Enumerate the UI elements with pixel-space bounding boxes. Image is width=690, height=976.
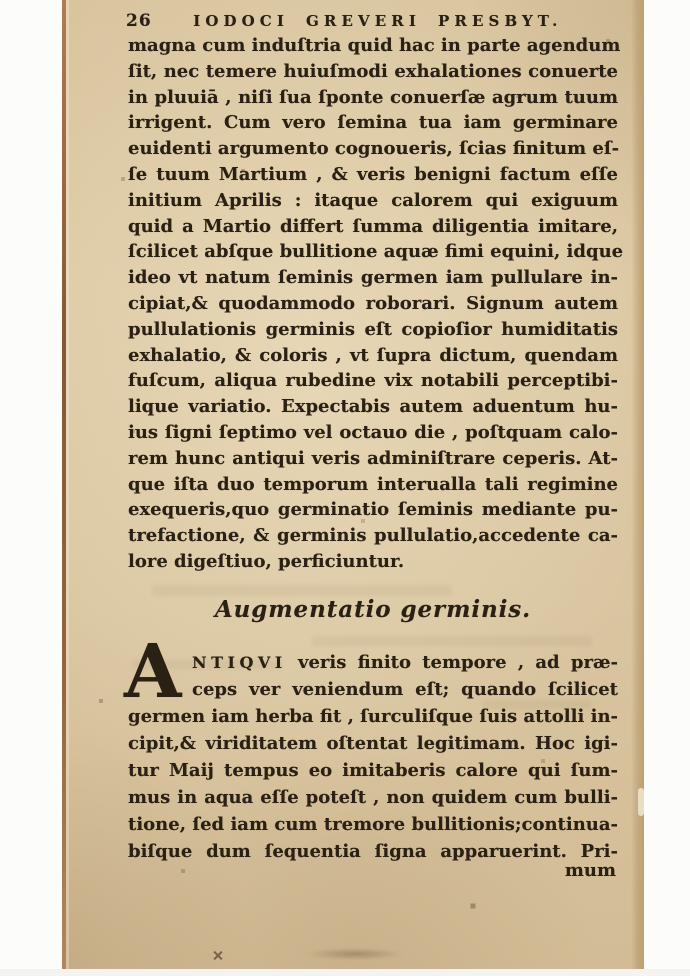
text-line — [192, 649, 618, 676]
book-page — [62, 0, 644, 969]
text-line: exhalatio, & coloris , vt ſupra dictum, quendam — [128, 344, 618, 366]
text-line: ceps ver veniendum eſt; quando ſcilicet — [192, 679, 618, 700]
text-line: germen iam herba fit , ſurculiſque ſuis attolli in- — [128, 706, 618, 727]
opening-word-caps: NTIQVI — [192, 653, 287, 672]
text-line: ſit, nec temere huiuſmodi exhalationes conuerte — [128, 60, 618, 82]
catchword: mum — [564, 860, 616, 881]
page-left-edge-highlight — [66, 0, 69, 969]
text-line: lore digeſtiuo, perficiuntur. — [128, 550, 405, 572]
text-line: pullulationis germinis eſt copioſior humiditatis — [128, 318, 618, 340]
text-line: in pluuiā , niſi ſua ſponte conuerſæ agrum tuum — [128, 86, 618, 108]
text-line: cipit,& viriditatem oſtentat legitimam. Hoc igi- — [128, 733, 618, 754]
text-line: ius ſigni ſeptimo vel octauo die , poſtquam calo- — [128, 421, 618, 443]
text-line: exequeris,quo germinatio ſeminis mediante pu- — [128, 499, 618, 521]
text-line: ideo vt natum ſeminis germen iam pullulare in- — [128, 267, 618, 289]
text-line: ſcilicet abſque bullitione aquæ fimi equini, idque — [128, 241, 624, 263]
text-line: rem hunc antiqui veris adminiſtrare ceperis. At- — [128, 447, 618, 469]
text-line: quid a Martio differt ſumma diligentia imitare, — [128, 215, 618, 237]
running-title: IODOCI GREVERI PRESBYT. — [193, 12, 563, 30]
section-heading: Augmentatio germinis. — [214, 596, 532, 623]
text-line: ſe tuum Martium , & veris benigni factum eſſe — [128, 163, 618, 185]
page-number: 26 — [126, 11, 152, 31]
text-line: trefactione, & germinis pullulatio,accedente ca- — [128, 525, 618, 547]
drop-cap-initial: A — [124, 629, 182, 715]
page-right-edge-notch — [638, 788, 644, 816]
text-line: mus in aqua eſſe poteſt , non quidem cum bulli- — [128, 787, 618, 808]
paper-specks — [62, 0, 64, 2]
paragraph-continuation — [128, 33, 624, 575]
text-line: cipiat,& quodammodo roborari. Signum autem — [128, 292, 618, 314]
text-line: euidenti argumento cognoueris, ſcias finitum eſ- — [128, 138, 620, 160]
text-block — [124, 0, 624, 969]
text-line: biſque dum ſequentia ſigna apparuerint. Pri- — [128, 841, 618, 862]
text-line: tur Maij tempus eo imitaberis calore qui ſum- — [128, 760, 618, 781]
text-line: irrigent. Cum vero ſemina tua iam germinare — [128, 112, 618, 134]
text-line: fuſcum, aliqua rubedine vix notabili perceptibi- — [128, 370, 618, 392]
text-line: lique variatio. Expectabis autem aduentum hu- — [128, 396, 618, 418]
text-line: tione, ſed iam cum tremore bullitionis;continua- — [128, 814, 618, 835]
text-line: initium Aprilis : itaque calorem qui exiguum — [128, 189, 618, 211]
page-header — [128, 11, 618, 33]
opening-line-rest: veris finito tempore , ad præ- — [286, 652, 618, 673]
paragraph-opening — [192, 649, 618, 703]
page-right-edge — [631, 0, 644, 969]
paragraph-body — [128, 703, 618, 865]
scan-bottom-margin — [0, 969, 690, 976]
text-line: magna cum induſtria quid hac in parte agendum — [128, 35, 621, 56]
text-line: que iſta duo temporum interualla tali regimine — [128, 473, 618, 495]
